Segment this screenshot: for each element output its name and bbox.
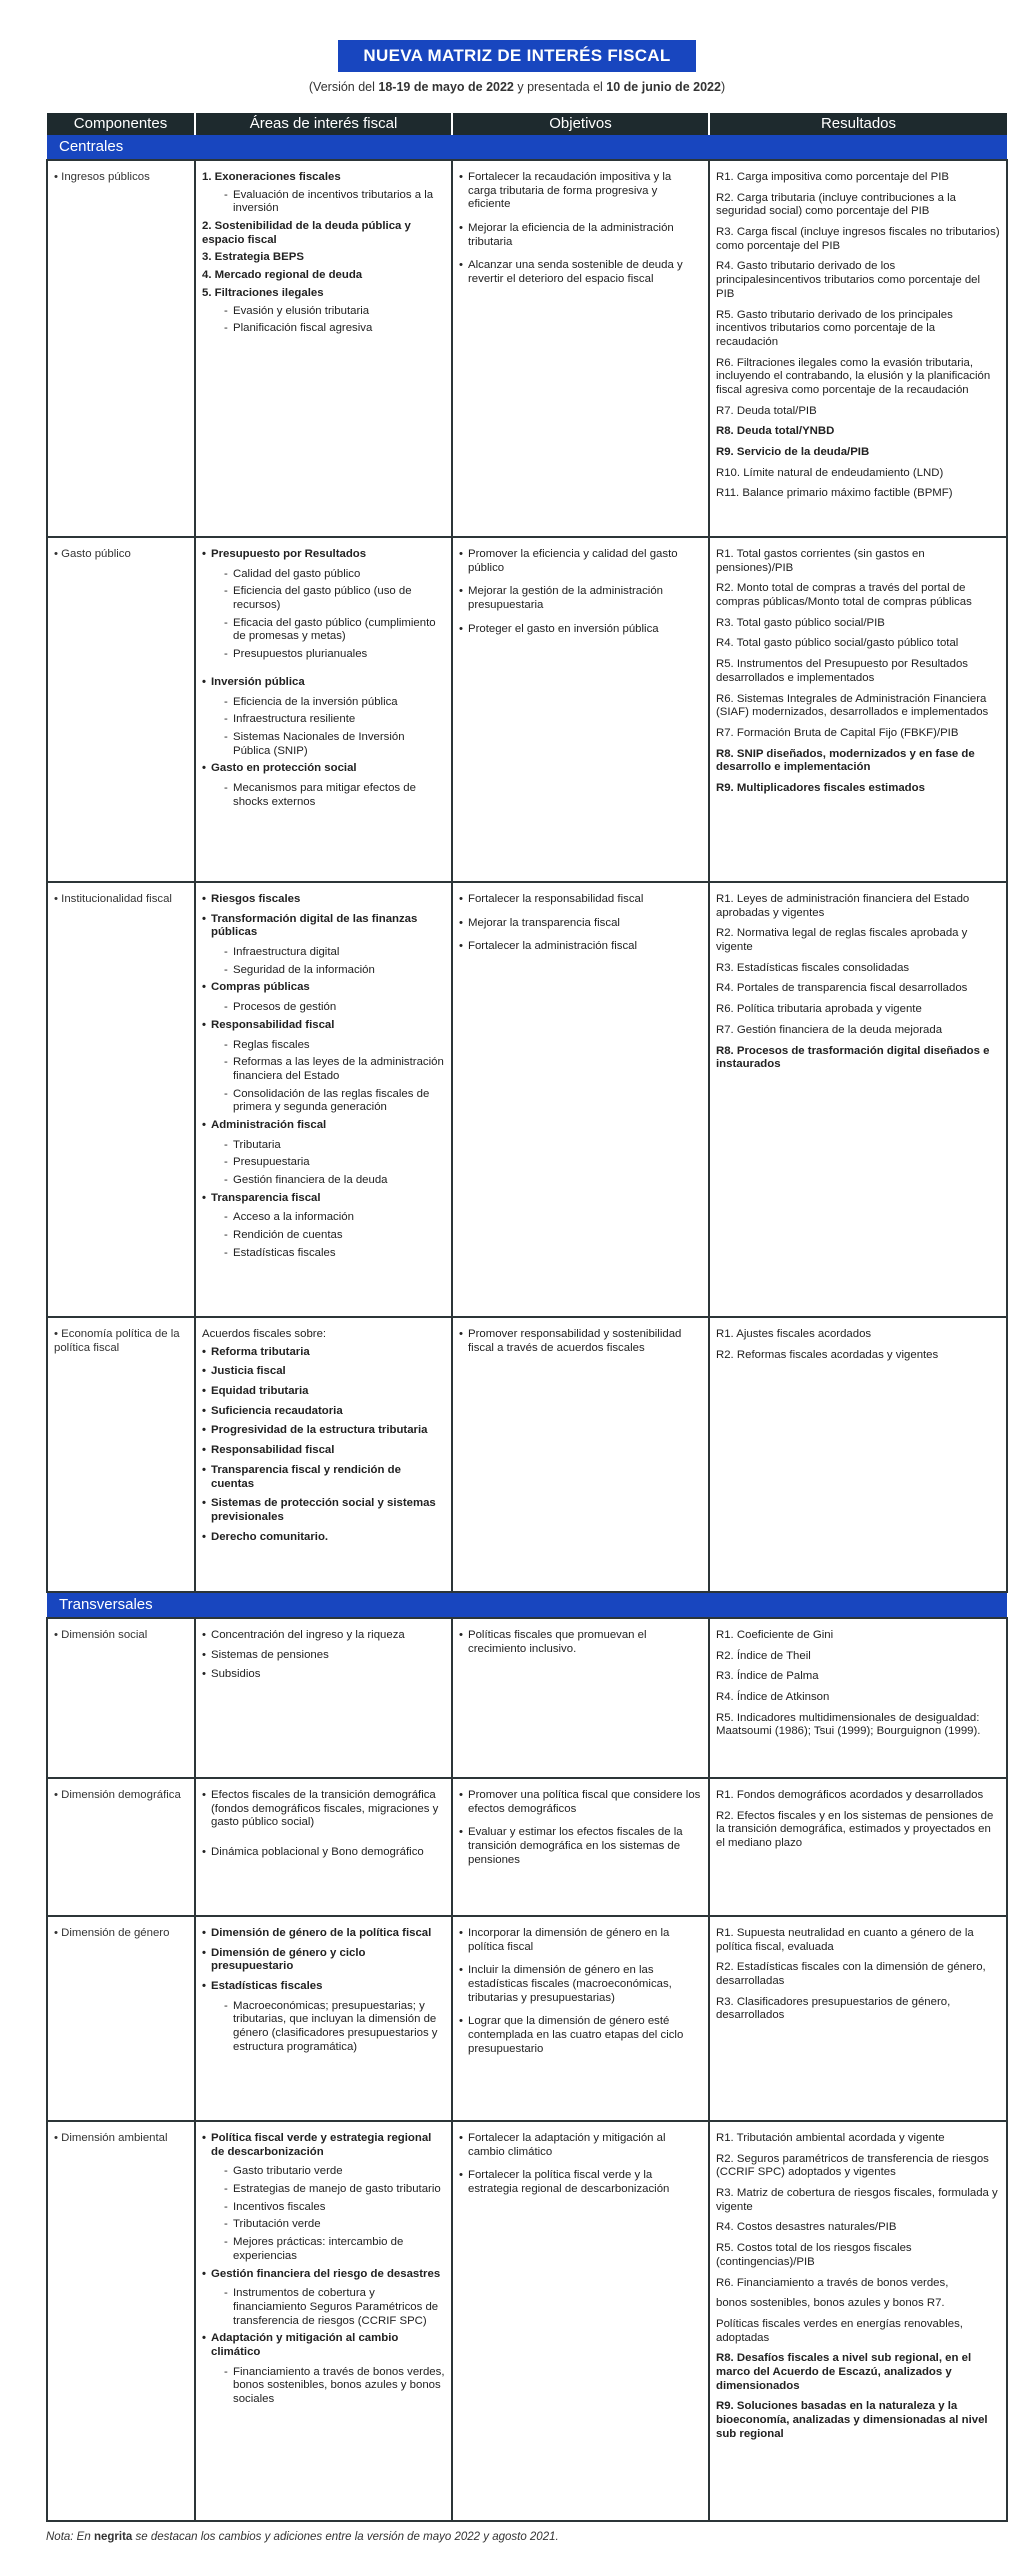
area-item: 3. Estrategia BEPS	[202, 251, 304, 264]
footnote-pre: Nota: En	[46, 2531, 94, 2543]
area-subitem: - Infraestructura digital	[224, 946, 445, 960]
area-subitem: - Acceso a la información	[224, 1211, 445, 1225]
result-item: R8. SNIP diseñados, modernizados y en fase de desarrollo e implementación	[716, 747, 975, 774]
header-objectives: Objetivos	[452, 113, 709, 135]
area-subitem: - Reformas a las leyes de la administración financiera del Estado	[224, 1056, 445, 1083]
objective-item: • Mejorar la eficiencia de la administración tributaria	[459, 222, 702, 249]
table-row	[47, 2121, 1007, 2521]
area-item: Acuerdos fiscales sobre:	[202, 1328, 327, 1340]
area-subitem: - Instrumentos de cobertura y financiamiento Seguros Paramétricos de transferencia de riesgos (CCRIF SPC)	[224, 2287, 445, 2328]
area-item: • Gasto en protección social	[202, 762, 445, 776]
result-item: R11. Balance primario máximo factible (BPMF)	[716, 487, 953, 500]
result-item: R5. Indicadores multidimensionales de desigualdad: Maatsoumi (1986); Tsui (1999); Bourguignon (1999).	[716, 1711, 981, 1738]
result-item: R8. Desafíos fiscales a nivel sub regional, en el marco del Acuerdo de Escazú, analizados y dimensionados	[716, 2352, 972, 2392]
component-cell	[47, 1317, 195, 1592]
result-item: R3. Clasificadores presupuestarios de género, desarrollados	[716, 1995, 951, 2022]
component-name: • Dimensión ambiental	[54, 2132, 168, 2144]
result-item: R5. Gasto tributario derivado de los principales incentivos tributarios como porcentaje de la recaudación	[716, 308, 953, 348]
component-name: • Institucionalidad fiscal	[54, 893, 172, 905]
area-subitem: - Procesos de gestión	[224, 1001, 445, 1015]
component-name: • Ingresos públicos	[54, 171, 150, 183]
area-item: • Dinámica poblacional y Bono demográfico	[202, 1846, 445, 1860]
table-body	[47, 135, 1007, 2521]
subtitle	[0, 80, 1034, 94]
result-item: R5. Instrumentos del Presupuesto por Resultados desarrollados e implementados	[716, 658, 968, 684]
result-item: R6. Sistemas Integrales de Administración Financiera (SIAF) modernizados, desarrollados e implementados	[716, 692, 989, 719]
objective-item: • Políticas fiscales que promuevan el crecimiento inclusivo.	[459, 1629, 702, 1656]
component-name: • Gasto público	[54, 548, 131, 560]
objective-item: • Proteger el gasto en inversión pública	[459, 623, 702, 637]
area-item: • Responsabilidad fiscal	[202, 1019, 445, 1033]
area-subitem: - Macroeconómicas; presupuestarias; y tributarias, que incluyan la dimensión de género (clasificadores presupuestarios y estructura programática)	[224, 2000, 445, 2055]
result-item: R10. Límite natural de endeudamiento (LND)	[716, 466, 944, 479]
result-item: R2. Estadísticas fiscales con la dimensión de género, desarrolladas	[716, 1961, 986, 1988]
result-item: R4. Portales de transparencia fiscal desarrollados	[716, 982, 968, 995]
result-item: bonos sostenibles, bonos azules y bonos R7.	[716, 2297, 945, 2310]
area-item: 1. Exoneraciones fiscales	[202, 171, 341, 183]
objective-item: • Alcanzar una senda sostenible de deuda y revertir el deterioro del espacio fiscal	[459, 259, 702, 286]
component-cell	[47, 1778, 195, 1916]
area-subitem: - Planificación fiscal agresiva	[224, 322, 445, 336]
result-item: R2. Reformas fiscales acordadas y vigentes	[716, 1348, 939, 1361]
area-item: • Equidad tributaria	[202, 1385, 445, 1399]
result-item: R1. Total gastos corrientes (sin gastos en pensiones)/PIB	[716, 548, 925, 574]
area-item: • Dimensión de género y ciclo presupuestario	[202, 1947, 445, 1974]
result-item: R1. Fondos demográficos acordados y desarrollados	[716, 1789, 984, 1801]
objective-item: • Fortalecer la política fiscal verde y la estrategia regional de descarbonización	[459, 2169, 702, 2196]
result-item: R3. Carga fiscal (incluye ingresos fiscales no tributarios) como porcentaje del PIB	[716, 226, 1000, 252]
result-item: R7. Gestión financiera de la deuda mejorada	[716, 1023, 943, 1036]
objectives-cell	[452, 537, 709, 882]
areas-cell	[195, 2121, 452, 2521]
result-item: R3. Matriz de cobertura de riesgos fiscales, formulada y vigente	[716, 2187, 998, 2213]
component-name: • Economía política de la política fiscal	[54, 1328, 180, 1354]
result-item: R4. Costos desastres naturales/PIB	[716, 2221, 897, 2234]
result-item: R6. Financiamiento a través de bonos verdes,	[716, 2276, 949, 2289]
subtitle-post: )	[720, 80, 726, 94]
component-cell	[47, 160, 195, 537]
result-item: R6. Filtraciones ilegales como la evasión tributaria, incluyendo el contrabando, la elusión y la planificación fiscal agresiva como porcentaje de la recaudación	[716, 356, 991, 396]
objective-item: • Fortalecer la responsabilidad fiscal	[459, 893, 702, 907]
footnote-bold: negrita	[93, 2531, 133, 2543]
result-item: R4. Gasto tributario derivado de los principalesincentivos tributarios como porcentaje del PIB	[716, 260, 981, 300]
objectives-cell	[452, 882, 709, 1317]
result-item: R2. Índice de Theil	[716, 1649, 811, 1662]
area-item: • Política fiscal verde y estrategia regional de descarbonización	[202, 2132, 445, 2159]
areas-cell	[195, 1916, 452, 2121]
table-row	[47, 882, 1007, 1317]
results-cell	[709, 537, 1007, 882]
result-item: R1. Supuesta neutralidad en cuanto a género de la política fiscal, evaluada	[716, 1927, 974, 1953]
results-cell	[709, 1317, 1007, 1592]
result-item: R1. Leyes de administración financiera del Estado aprobadas y vigentes	[716, 893, 970, 919]
area-subitem: - Evaluación de incentivos tributarios a la inversión	[224, 189, 445, 216]
component-cell	[47, 1618, 195, 1778]
fiscal-interest-matrix	[46, 113, 1008, 2522]
objective-item: • Promover responsabilidad y sostenibilidad fiscal a través de acuerdos fiscales	[459, 1328, 702, 1355]
objective-item: • Mejorar la gestión de la administración presupuestaria	[459, 585, 702, 612]
header-components: Componentes	[47, 113, 195, 135]
area-subitem: - Eficiencia de la inversión pública	[224, 696, 445, 710]
objective-item: • Mejorar la transparencia fiscal	[459, 917, 702, 931]
objective-item: • Evaluar y estimar los efectos fiscales de la transición demográfica en los sistemas de pensiones	[459, 1826, 702, 1867]
objective-item: • Incorporar la dimensión de género en la política fiscal	[459, 1927, 702, 1954]
area-item: • Estadísticas fiscales	[202, 1980, 445, 1994]
component-cell	[47, 2121, 195, 2521]
area-subitem: - Presupuestos plurianuales	[224, 648, 445, 662]
area-subitem: - Sistemas Nacionales de Inversión Pública (SNIP)	[224, 731, 445, 758]
results-cell	[709, 2121, 1007, 2521]
area-subitem: - Eficacia del gasto público (cumplimiento de promesas y metas)	[224, 617, 445, 644]
area-subitem: - Mecanismos para mitigar efectos de shocks externos	[224, 782, 445, 809]
area-subitem: - Estadísticas fiscales	[224, 1247, 445, 1261]
area-item: • Dimensión de género de la política fiscal	[202, 1927, 445, 1941]
subtitle-mid: y presentada el	[513, 80, 607, 94]
area-subitem: - Seguridad de la información	[224, 964, 445, 978]
result-item: R9. Multiplicadores fiscales estimados	[716, 781, 925, 794]
area-item: • Derecho comunitario.	[202, 1531, 445, 1545]
page-title: NUEVA MATRIZ DE INTERÉS FISCAL	[338, 40, 696, 72]
area-item: • Subsidios	[202, 1668, 445, 1682]
objective-item: • Lograr que la dimensión de género esté contemplada en las cuatro etapas del ciclo presupuestario	[459, 2015, 702, 2056]
area-subitem: - Eficiencia del gasto público (uso de recursos)	[224, 585, 445, 612]
area-subitem: - Tributación verde	[224, 2218, 445, 2232]
results-cell	[709, 1778, 1007, 1916]
table-row	[47, 1618, 1007, 1778]
result-item: R8. Procesos de trasformación digital diseñados e instaurados	[716, 1044, 990, 1071]
area-item: • Gestión financiera del riesgo de desastres	[202, 2268, 445, 2282]
result-item: R1. Ajustes fiscales acordados	[716, 1328, 872, 1340]
area-item: • Inversión pública	[202, 676, 445, 690]
table-row	[47, 537, 1007, 882]
component-cell	[47, 882, 195, 1317]
area-item: 5. Filtraciones ilegales	[202, 286, 324, 299]
area-item: • Adaptación y mitigación al cambio climático	[202, 2332, 445, 2359]
header-results: Resultados	[709, 113, 1007, 135]
area-subitem: - Consolidación de las reglas fiscales de primera y segunda generación	[224, 1088, 445, 1115]
objective-item: • Incluir la dimensión de género en las estadísticas fiscales (macroeconómicas, tributarias y presupuestarias)	[459, 1964, 702, 2005]
result-item: Políticas fiscales verdes en energías renovables, adoptadas	[716, 2317, 963, 2344]
result-item: R7. Deuda total/PIB	[716, 404, 817, 417]
area-item: • Administración fiscal	[202, 1119, 445, 1133]
area-subitem: - Evasión y elusión tributaria	[224, 305, 445, 319]
area-item: • Riesgos fiscales	[202, 893, 445, 907]
area-item: • Justicia fiscal	[202, 1365, 445, 1379]
result-item: R1. Coeficiente de Gini	[716, 1629, 834, 1641]
component-name: • Dimensión social	[54, 1629, 148, 1641]
result-item: R4. Índice de Atkinson	[716, 1691, 830, 1704]
area-item: • Compras públicas	[202, 981, 445, 995]
section-centrales	[47, 135, 1007, 160]
area-subitem: - Gestión financiera de la deuda	[224, 1174, 445, 1188]
objective-item: • Promover la eficiencia y calidad del gasto público	[459, 548, 702, 575]
area-subitem: - Infraestructura resiliente	[224, 713, 445, 727]
area-item: • Progresividad de la estructura tributaria	[202, 1424, 445, 1438]
result-item: R6. Política tributaria aprobada y vigente	[716, 1003, 922, 1016]
area-subitem: - Financiamiento a través de bonos verdes, bonos sostenibles, bonos azules y bonos sociales	[224, 2366, 445, 2407]
header-areas: Áreas de interés fiscal	[195, 113, 452, 135]
result-item: R2. Carga tributaria (incluye contribuciones a la seguridad social) como porcentaje del PIB	[716, 191, 956, 218]
area-item: • Concentración del ingreso y la riqueza	[202, 1629, 445, 1643]
result-item: R3. Total gasto público social/PIB	[716, 616, 885, 629]
subtitle-version-dates: 18-19 de mayo de 2022	[378, 80, 514, 94]
area-item: • Sistemas de pensiones	[202, 1649, 445, 1663]
result-item: R2. Normativa legal de reglas fiscales aprobada y vigente	[716, 927, 968, 954]
area-subitem: - Presupuestaria	[224, 1156, 445, 1170]
result-item: R1. Carga impositiva como porcentaje del PIB	[716, 171, 949, 183]
objectives-cell	[452, 1618, 709, 1778]
result-item: R1. Tributación ambiental acordada y vigente	[716, 2132, 945, 2144]
area-item: 4. Mercado regional de deuda	[202, 269, 363, 282]
area-item: • Efectos fiscales de la transición demográfica (fondos demográficos fiscales, migraciones y gasto público social)	[202, 1789, 445, 1830]
table-row	[47, 1778, 1007, 1916]
component-name: • Dimensión de género	[54, 1927, 170, 1939]
results-cell	[709, 160, 1007, 537]
areas-cell	[195, 1618, 452, 1778]
result-item: R5. Costos total de los riesgos fiscales (contingencias)/PIB	[716, 2242, 912, 2268]
area-item: • Reforma tributaria	[202, 1346, 445, 1360]
table-row	[47, 1916, 1007, 2121]
section-label: Transversales	[47, 1592, 1007, 1618]
component-name: • Dimensión demográfica	[54, 1789, 181, 1801]
area-subitem: - Rendición de cuentas	[224, 1229, 445, 1243]
area-subitem: - Estrategias de manejo de gasto tributario	[224, 2183, 445, 2197]
area-item: • Transparencia fiscal y rendición de cuentas	[202, 1464, 445, 1491]
objectives-cell	[452, 2121, 709, 2521]
result-item: R3. Estadísticas fiscales consolidadas	[716, 961, 910, 974]
areas-cell	[195, 537, 452, 882]
section-label: Centrales	[47, 135, 1007, 160]
areas-cell	[195, 160, 452, 537]
result-item: R3. Índice de Palma	[716, 1670, 819, 1683]
objectives-cell	[452, 1916, 709, 2121]
table-header-row	[47, 113, 1007, 135]
areas-cell	[195, 882, 452, 1317]
result-item: R4. Total gasto público social/gasto público total	[716, 637, 959, 650]
objectives-cell	[452, 160, 709, 537]
result-item: R9. Soluciones basadas en la naturaleza y la bioeconomía, analizadas y dimensionadas al nivel sub regional	[716, 2400, 988, 2440]
objective-item: • Fortalecer la administración fiscal	[459, 940, 702, 954]
areas-cell	[195, 1317, 452, 1592]
results-cell	[709, 1916, 1007, 2121]
objectives-cell	[452, 1317, 709, 1592]
result-item: R7. Formación Bruta de Capital Fijo (FBKF)/PIB	[716, 726, 959, 739]
result-item: R9. Servicio de la deuda/PIB	[716, 446, 870, 458]
footnote	[46, 2531, 559, 2543]
objectives-cell	[452, 1778, 709, 1916]
area-subitem: - Calidad del gasto público	[224, 568, 445, 582]
table-row	[47, 160, 1007, 537]
result-item: R2. Seguros paramétricos de transferencia de riesgos (CCRIF SPC) adoptados y vigentes	[716, 2152, 989, 2179]
footnote-post: se destacan los cambios y adiciones entre la versión de mayo 2022 y agosto 2021.	[132, 2531, 559, 2543]
objective-item: • Promover una política fiscal que considere los efectos demográficos	[459, 1789, 702, 1816]
area-item: • Responsabilidad fiscal	[202, 1444, 445, 1458]
area-item: • Sistemas de protección social y sistemas previsionales	[202, 1497, 445, 1524]
objective-item: • Fortalecer la adaptación y mitigación al cambio climático	[459, 2132, 702, 2159]
result-item: R8. Deuda total/YNBD	[716, 425, 835, 438]
area-subitem: - Mejores prácticas: intercambio de experiencias	[224, 2236, 445, 2263]
subtitle-pre: (Versión del	[308, 80, 379, 94]
area-subitem: - Reglas fiscales	[224, 1039, 445, 1053]
objective-item: • Fortalecer la recaudación impositiva y la carga tributaria de forma progresiva y eficiente	[459, 171, 702, 212]
area-item: • Transformación digital de las finanzas públicas	[202, 913, 445, 940]
area-item: • Suficiencia recaudatoria	[202, 1405, 445, 1419]
spacer	[202, 1836, 445, 1846]
area-item: • Transparencia fiscal	[202, 1192, 445, 1206]
area-item: 2. Sostenibilidad de la deuda pública y espacio fiscal	[202, 220, 411, 246]
result-item: R2. Monto total de compras a través del portal de compras públicas/Monto total de compras públicas	[716, 582, 972, 609]
area-subitem: - Gasto tributario verde	[224, 2165, 445, 2179]
spacer	[202, 666, 445, 676]
section-transversales	[47, 1592, 1007, 1618]
results-cell	[709, 882, 1007, 1317]
subtitle-presentation-date: 10 de junio de 2022	[606, 80, 721, 94]
result-item: R2. Efectos fiscales y en los sistemas de pensiones de la transición demográfica, estimados y proyectados en el mediano plazo	[716, 1809, 994, 1850]
areas-cell	[195, 1778, 452, 1916]
area-subitem: - Incentivos fiscales	[224, 2201, 445, 2215]
component-cell	[47, 1916, 195, 2121]
results-cell	[709, 1618, 1007, 1778]
table-row	[47, 1317, 1007, 1592]
area-subitem: - Tributaria	[224, 1139, 445, 1153]
area-item: • Presupuesto por Resultados	[202, 548, 445, 562]
component-cell	[47, 537, 195, 882]
